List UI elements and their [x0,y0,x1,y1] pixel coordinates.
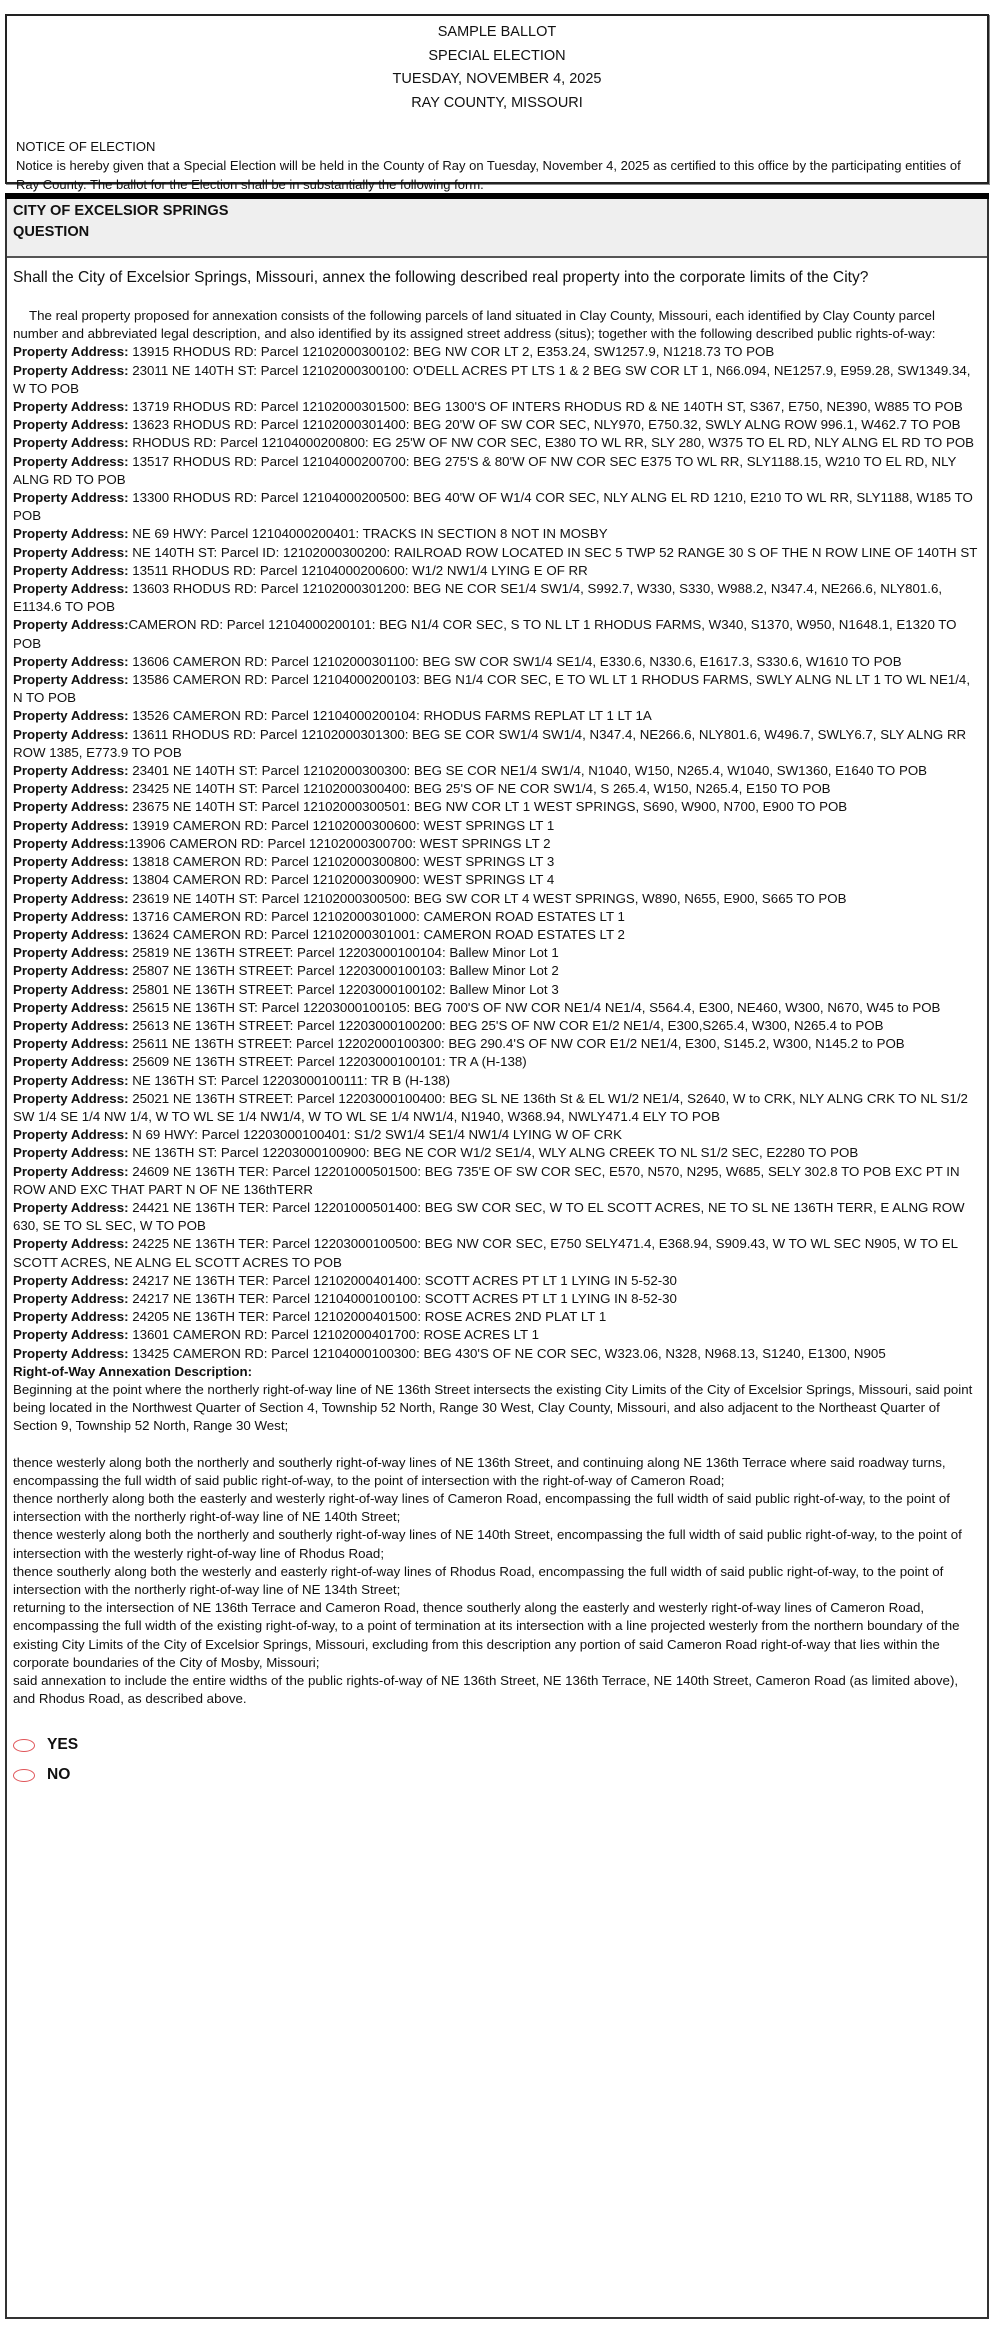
property-description: 24217 NE 136TH TER: Parcel 12104000100100: SCOTT ACRES PT LT 1 LYING IN 8-52-30 [128,1290,677,1306]
property-description: 13425 CAMERON RD: Parcel 12104000100300: BEG 430'S OF NE COR SEC, W323.06, N328, N968.13, S1240, E1300, N905 [128,1345,886,1361]
property-label: Property Address: [13,1236,129,1252]
property-label: Property Address: [13,399,129,415]
property-entry [13,343,981,361]
property-entry [13,1235,981,1271]
choice-yes[interactable] [13,1730,981,1760]
property-description: 13915 RHODUS RD: Parcel 12102000300102: BEG NW COR LT 2, E353.24, SW1257.9, N1218.73 TO POB [128,344,775,360]
property-entry [13,1017,981,1035]
property-label: Property Address: [13,908,129,924]
property-description: 23425 NE 140TH ST: Parcel 12102000300400: BEG 25'S OF NE COR SW1/4, S 265.4, W150, N265.4, E150 TO POB [128,781,831,797]
property-entry [13,434,981,452]
property-description: 25801 NE 136TH STREET: Parcel 12203000100102: Ballew Minor Lot 3 [128,981,559,997]
property-entry [13,1345,981,1363]
property-label: Property Address: [13,835,129,851]
ballot-title [7,21,987,115]
property-entry [13,707,981,725]
property-label: Property Address: [13,344,129,360]
property-entry [13,908,981,926]
property-entry [13,653,981,671]
property-entry [13,926,981,944]
property-label: Property Address: [13,1036,129,1052]
row-paragraph: returning to the intersection of NE 136th Terrace and Cameron Road, thence southerly along the easterly and westerly right-of-way lines of Cameron Road, encompassing the full width of the existing right-of-way, to a point of termination at its intersection with a line projected westerly from the northern boundary of the existing City Limits of the City of Excelsior Springs, Missouri, excluding from this description any portion of said Cameron Road right-of-way that lies within the corporate boundaries of the City of Mosby, Missouri; [13,1600,960,1670]
row-description [13,1381,981,1708]
property-label: Property Address: [13,581,129,597]
property-description: 25615 NE 136TH ST: Parcel 12203000100105: BEG 700'S OF NW COR NE1/4 NE1/4, S564.4, E300, NE460, W300, N670, W45 to POB [128,999,941,1015]
property-entry [13,562,981,580]
property-label: Property Address: [13,890,129,906]
property-description: 13300 RHODUS RD: Parcel 12104000200500: BEG 40'W OF W1/4 COR SEC, NLY ALNG EL RD 1210, E210 TO WL RR, SLY1188, W185 TO POB [13,490,973,524]
property-description: 13586 CAMERON RD: Parcel 12104000200103: BEG N1/4 COR SEC, E TO WL LT 1 RHODUS FARMS, SWLY ALNG NL LT 1 TO WL NE1/4, N TO POB [13,672,971,706]
row-paragraph: thence northerly along both the easterly and westerly right-of-way lines of Cameron Road, encompassing the full width of said public right-of-way, to the point of intersection with the northerly right-of-way line of NE 140th Street; [13,1491,950,1525]
property-label: Property Address: [13,562,129,578]
property-description: 13623 RHODUS RD: Parcel 12102000301400: BEG 20'W OF SW COR SEC, NLY970, E750.32, SWLY ALNG ROW 996.1, W462.7 TO POB [128,417,961,433]
property-intro: The real property proposed for annexation consists of the following parcels of land situated in Clay County, Missouri, each identified by Clay County parcel number and abbreviated legal description, and also identified by its assigned street address (situs); together with the following described public rights-of-way: [13,308,936,342]
property-description: 25609 NE 136TH STREET: Parcel 12203000100101: TR A (H-138) [128,1054,527,1070]
property-entry [13,1326,981,1344]
property-entry [13,726,981,762]
property-entry [13,835,981,853]
property-description: 13526 CAMERON RD: Parcel 12104000200104: RHODUS FARMS REPLAT LT 1 LT 1A [128,708,652,724]
question-header [7,199,987,258]
property-entry [13,817,981,835]
question-text: Shall the City of Excelsior Springs, Missouri, annex the following described real property into the corporate limits of the City? [13,269,869,286]
vote-oval-icon[interactable] [13,1769,35,1782]
property-description: N 69 HWY: Parcel 12203000100401: S1/2 SW1/4 SE1/4 NW1/4 LYING W OF CRK [128,1127,622,1143]
property-entry [13,981,981,999]
property-label: Property Address: [13,1163,129,1179]
row-heading: Right-of-Way Annexation Description: [13,1363,253,1379]
property-label: Property Address: [13,1199,129,1215]
property-label: Property Address: [13,781,129,797]
property-entry [13,1290,981,1308]
property-description: CAMERON RD: Parcel 12104000200101: BEG N1/4 COR SEC, S TO NL LT 1 RHODUS FARMS, W340, S1370, W950, N1648.1, E1320 TO POB [13,617,957,651]
property-label: Property Address: [13,526,129,542]
property-entry [13,1126,981,1144]
property-description: RHODUS RD: Parcel 12104000200800: EG 25'W OF NW COR SEC, E380 TO WL RR, SLY 280, W375 TO EL RD, NLY ALNG EL RD TO POB [128,435,975,451]
property-label: Property Address: [13,799,129,815]
property-entry [13,780,981,798]
property-entry [13,416,981,434]
property-label: Property Address: [13,854,129,870]
property-description: 25819 NE 136TH STREET: Parcel 12203000100104: Ballew Minor Lot 1 [128,945,559,961]
property-label: Property Address: [13,726,129,742]
property-label: Property Address: [13,544,129,560]
property-description: 13804 CAMERON RD: Parcel 12102000300900: WEST SPRINGS LT 4 [128,872,555,888]
property-label: Property Address: [13,926,129,942]
property-description: 23619 NE 140TH ST: Parcel 12102000300500: BEG SW COR LT 4 WEST SPRINGS, W890, N655, E900, S665 TO POB [128,890,847,906]
property-description: 25021 NE 136TH STREET: Parcel 12203000100400: BEG SL NE 136th St & EL W1/2 NE1/4, S2640, W to CRK, NLY ALNG CRK TO NL S1/2 SW 1/4 SE 1/4 NW 1/4, W TO WL SE 1/4 NW1/4, W TO WL SE 1/4 NW1/4, N1940, W368.94, NWLY471.4 ELY TO POB [13,1090,968,1124]
property-description: 13719 RHODUS RD: Parcel 12102000301500: BEG 1300'S OF INTERS RHODUS RD & NE 140TH ST, S367, E750, NE390, W885 TO POB [128,399,963,415]
property-label: Property Address: [13,945,129,961]
property-entry [13,1072,981,1090]
property-label: Property Address: [13,362,129,378]
property-entry [13,1035,981,1053]
ballot-question [5,193,989,2319]
property-description: 24217 NE 136TH TER: Parcel 12102000401400: SCOTT ACRES PT LT 1 LYING IN 5-52-30 [128,1272,677,1288]
property-description: 25807 NE 136TH STREET: Parcel 12203000100103: Ballew Minor Lot 2 [128,963,559,979]
property-entry [13,580,981,616]
property-label: Property Address: [13,999,129,1015]
property-label: Property Address: [13,672,129,688]
notice-heading: NOTICE OF ELECTION [16,139,156,154]
property-label: Property Address: [13,490,129,506]
property-entry [13,362,981,398]
row-paragraph: Beginning at the point where the northerly right-of-way line of NE 136th Street intersects the existing City Limits of the City of Excelsior Springs, Missouri, said point being located in the Northwest Quarter of Section 4, Township 52 North, Range 30 West, Clay County, Missouri, and also adjacent to the Northeast Quarter of Section 9, Township 52 North, Range 30 West; [13,1381,973,1434]
property-description: 13601 CAMERON RD: Parcel 12102000401700: ROSE ACRES LT 1 [128,1327,539,1343]
property-label: Property Address: [13,1054,129,1070]
property-entry [13,1308,981,1326]
property-entry [13,453,981,489]
title-line-county: RAY COUNTY, MISSOURI [411,94,583,111]
ballot-header [5,14,989,192]
property-entry [13,489,981,525]
property-label: Property Address: [13,1145,129,1161]
property-label: Property Address: [13,653,129,669]
property-label: Property Address: [13,872,129,888]
property-entry [13,525,981,543]
property-label: Property Address: [13,435,129,451]
property-description: 13511 RHODUS RD: Parcel 12104000200600: W1/2 NW1/4 LYING E OF RR [128,562,588,578]
property-label: Property Address: [13,1072,129,1088]
property-description: 25613 NE 136TH STREET: Parcel 12203000100200: BEG 25'S OF NW COR E1/2 NE1/4, E300,S265.4, W300, N265.4 to POB [128,1017,884,1033]
property-description: 13716 CAMERON RD: Parcel 12102000301000: CAMERON ROAD ESTATES LT 1 [128,908,625,924]
property-description: 13906 CAMERON RD: Parcel 12102000300700: WEST SPRINGS LT 2 [128,835,551,851]
property-entry [13,1272,981,1290]
property-entry [13,1163,981,1199]
property-description: 13818 CAMERON RD: Parcel 12102000300800: WEST SPRINGS LT 3 [128,854,555,870]
property-entry [13,762,981,780]
property-description: 24225 NE 136TH TER: Parcel 12203000100500: BEG NW COR SEC, E750 SELY471.4, E368.94, S909.43, W TO WL SEC N905, W TO EL SCOTT ACRES, NE ALNG EL SCOTT ACRES TO POB [13,1236,958,1270]
property-description: 23011 NE 140TH ST: Parcel 12102000300100: O'DELL ACRES PT LTS 1 & 2 BEG SW COR LT 1, N66.094, NE1257.9, E959.28, SW1349.34, W TO POB [13,362,971,396]
property-entry [13,1144,981,1162]
property-entry [13,962,981,980]
property-entry [13,544,981,562]
property-description: NE 136TH ST: Parcel 12203000100111: TR B (H-138) [128,1072,451,1088]
question-type: QUESTION [13,224,90,240]
property-label: Property Address: [13,1272,129,1288]
property-description: 13603 RHODUS RD: Parcel 12102000301200: BEG NE COR SE1/4 SW1/4, S992.7, W330, S330, W988.2, N347.4, NE266.6, NLY801.6, E1134.6 TO POB [13,581,943,615]
property-entry [13,398,981,416]
property-description: 25611 NE 136TH STREET: Parcel 12202000100300: BEG 290.4'S OF NW COR E1/2 NE1/4, E300, S145.2, W300, N145.2 to POB [128,1036,905,1052]
property-label: Property Address: [13,1327,129,1343]
jurisdiction-name: CITY OF EXCELSIOR SPRINGS [13,203,229,219]
choice-label: NO [47,1766,71,1784]
property-entry [13,798,981,816]
row-paragraph: thence westerly along both the northerly and southerly right-of-way lines of NE 140th Street, encompassing the full width of said public right-of-way, to the point of intersection with the westerly right-of-way line of Rhodus Road; [13,1527,962,1561]
answer-choices [13,1730,981,1790]
property-entry [13,1053,981,1071]
property-entry [13,1199,981,1235]
property-entry [13,671,981,707]
row-paragraph: said annexation to include the entire widths of the public rights-of-way of NE 136th Street, NE 136th Terrace, NE 140th Street, Cameron Road (as limited above), and Rhodus Road, as described above. [13,1673,959,1707]
property-label: Property Address: [13,453,129,469]
property-label: Property Address: [13,1345,129,1361]
property-description: 13624 CAMERON RD: Parcel 12102000301001: CAMERON ROAD ESTATES LT 2 [128,926,625,942]
property-label: Property Address: [13,1017,129,1033]
property-description: 24421 NE 136TH TER: Parcel 12201000501400: BEG SW COR SEC, W TO EL SCOTT ACRES, NE TO SL NE 136TH TERR, E ALNG ROW 630, SE TO SL SEC, W TO POB [13,1199,965,1234]
property-label: Property Address: [13,617,129,633]
property-description: 24205 NE 136TH TER: Parcel 12102000401500: ROSE ACRES 2ND PLAT LT 1 [128,1309,607,1325]
property-description: 23675 NE 140TH ST: Parcel 12102000300501: BEG NW COR LT 1 WEST SPRINGS, S690, W900, N700, E900 TO POB [128,799,848,815]
property-description: 13606 CAMERON RD: Parcel 12102000301100: BEG SW COR SW1/4 SE1/4, E330.6, N330.6, E1617.3, S330.6, W1610 TO POB [128,653,902,669]
property-description: 13611 RHODUS RD: Parcel 12102000301300: BEG SE COR SW1/4 SW1/4, N347.4, NE266.6, NLY801.6, W496.7, SWLY6.7, SLY ALNG RR ROW 1385, E773.9 TO POB [13,726,967,760]
property-description: 24609 NE 136TH TER: Parcel 12201000501500: BEG 735'E OF SW COR SEC, E570, N570, N295, W685, SELY 302.8 TO POB EXC PT IN ROW AND EXC THAT PART N OF NE 136thTERR [13,1163,960,1197]
notice-of-election [16,137,987,194]
title-line-date: TUESDAY, NOVEMBER 4, 2025 [392,71,602,87]
property-label: Property Address: [13,417,129,433]
vote-oval-icon[interactable] [13,1739,35,1752]
property-entry [13,853,981,871]
property-entry [13,1090,981,1126]
property-description: NE 140TH ST: Parcel ID: 12102000300200: RAILROAD ROW LOCATED IN SEC 5 TWP 52 RANGE 30 S OF THE N ROW LINE OF 140TH ST [128,544,978,560]
property-label: Property Address: [13,1127,129,1143]
property-list [13,343,981,1362]
property-entry [13,944,981,962]
choice-no[interactable] [13,1760,981,1790]
property-description: 13919 CAMERON RD: Parcel 12102000300600: WEST SPRINGS LT 1 [128,817,555,833]
question-body [7,267,987,1790]
property-label: Property Address: [13,1090,129,1106]
property-entry [13,616,981,652]
property-label: Property Address: [13,708,129,724]
property-label: Property Address: [13,981,129,997]
property-description: 13517 RHODUS RD: Parcel 12104000200700: BEG 275'S & 80'W OF NW COR SEC E375 TO WL RR, SLY1188.15, W210 TO EL RD, NLY ALNG RD TO POB [13,453,957,487]
choice-label: YES [47,1736,79,1754]
property-label: Property Address: [13,1290,129,1306]
title-line-election-type: SPECIAL ELECTION [428,47,566,64]
notice-text: Notice is hereby given that a Special Election will be held in the County of Ray on Tuesday, November 4, 2025 as certified to this office by the participating entities of Ray County. The ballot for the Election shall be in substantially the following form. [16,158,961,192]
property-entry [13,890,981,908]
row-paragraph: thence westerly along both the northerly and southerly right-of-way lines of NE 136th Street, and continuing along NE 136th Terrace where said roadway turns, encompassing the full width of said public right-of-way, to the point of intersection with the right-of-way of Cameron Road; [13,1454,946,1488]
property-description: NE 136TH ST: Parcel 12203000100900: BEG NE COR W1/2 SE1/4, WLY ALNG CREEK TO NL S1/2 SEC, E2280 TO POB [128,1145,859,1161]
property-label: Property Address: [13,963,129,979]
row-paragraph: thence southerly along both the westerly and easterly right-of-way lines of Rhodus Road, encompassing the full width of said public right-of-way, to the point of intersection with the northerly right-of-way line of NE 134th Street; [13,1563,944,1598]
title-line-sample-ballot: SAMPLE BALLOT [437,24,557,40]
property-label: Property Address: [13,1309,129,1325]
property-label: Property Address: [13,817,129,833]
property-entry [13,999,981,1017]
property-entry [13,871,981,889]
property-label: Property Address: [13,763,129,779]
property-description: 23401 NE 140TH ST: Parcel 12102000300300: BEG SE COR NE1/4 SW1/4, N1040, W150, N265.4, W1040, SW1360, E1640 TO POB [128,763,928,779]
property-description: NE 69 HWY: Parcel 12104000200401: TRACKS IN SECTION 8 NOT IN MOSBY [128,526,608,542]
